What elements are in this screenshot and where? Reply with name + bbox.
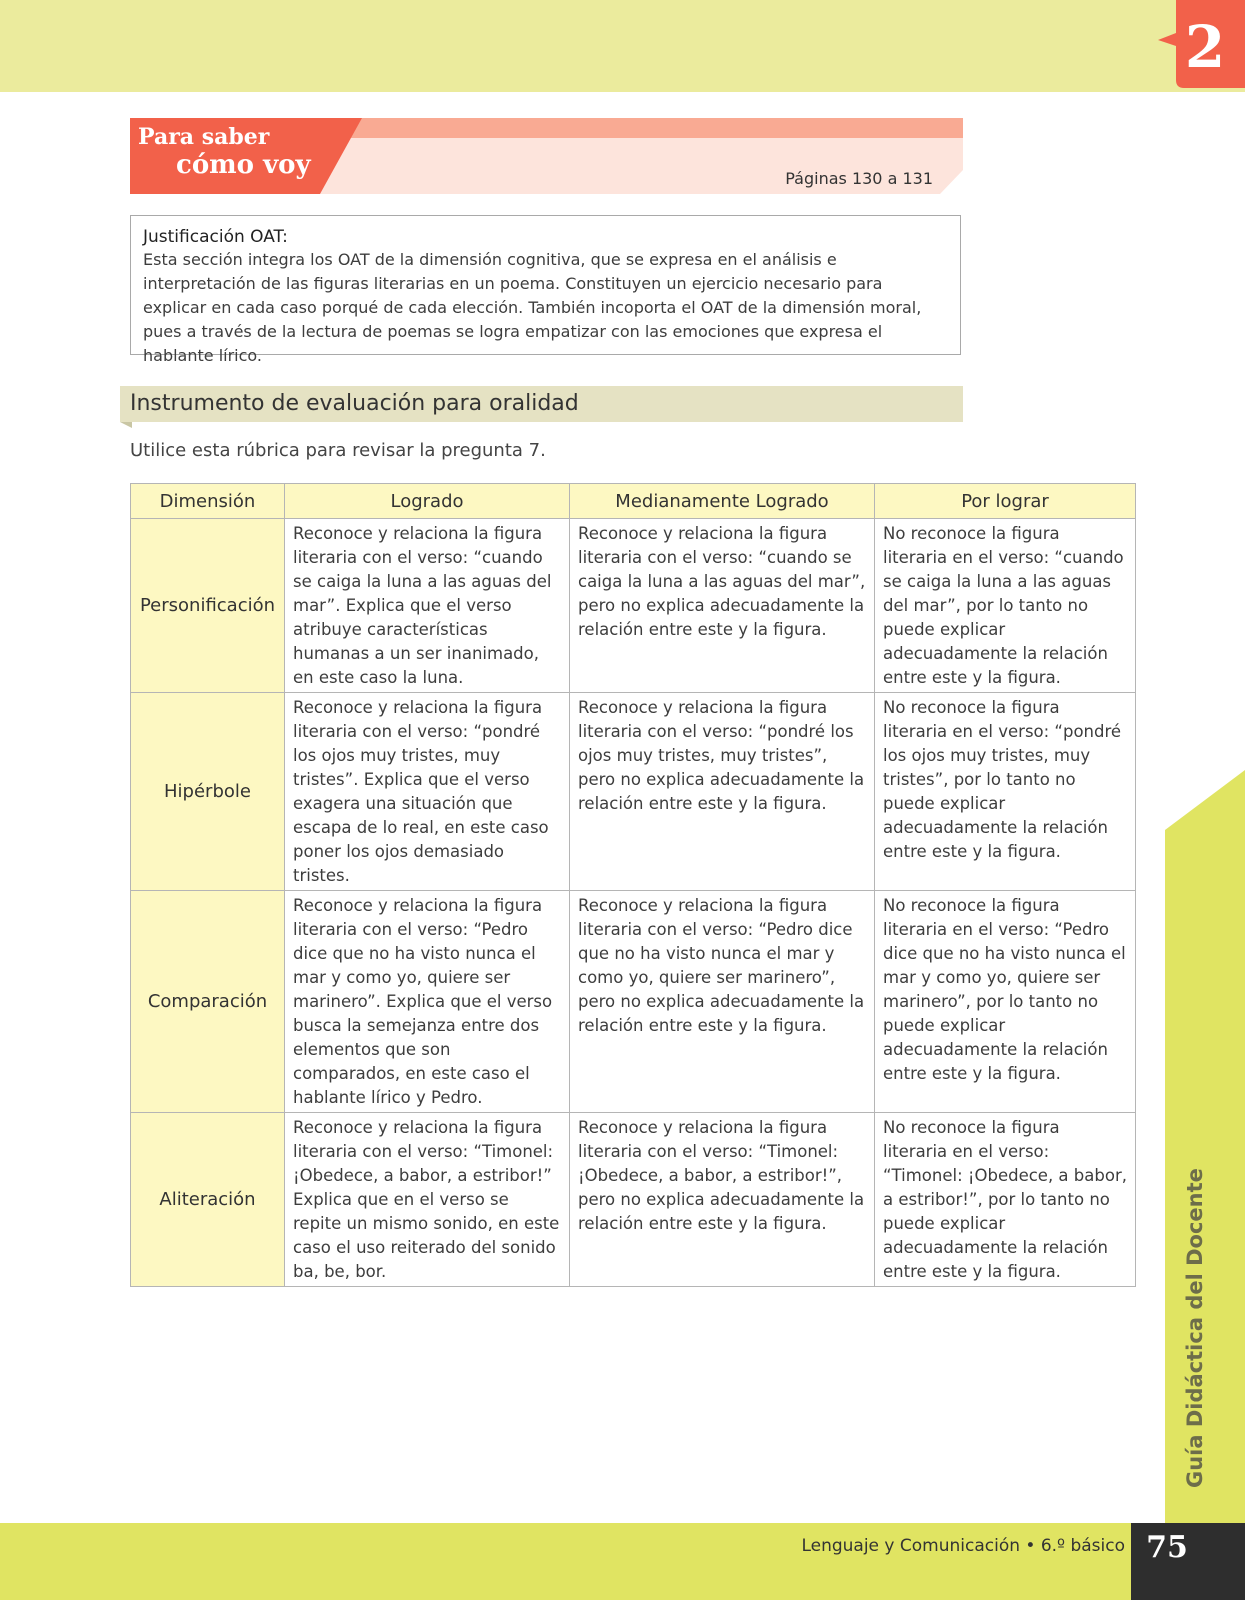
dimension-cell: Comparación (131, 891, 285, 1113)
header-por-lograr: Por lograr (875, 484, 1136, 519)
logrado-cell: Reconoce y relaciona la figura literaria con el verso: “Pedro dice que no ha visto nunca el mar y como yo, quiere ser marinero”. Explica que el verso busca la semejanza entre dos elementos que son comparados, en este caso el hablante lírico y Pedro. (285, 891, 570, 1113)
oat-body: Esta sección integra los OAT de la dimensión cognitiva, que se expresa en el análisis e interpretación de las figuras literarias en un poema. Constituyen un ejercicio necesario para explicar en cada caso porqué de cada elección. También incoporta el OAT de la dimensión moral, pues a través de la lectura de poemas se logra empatizar con las emociones que expresa el hablante lírico. (143, 250, 922, 365)
header-logrado: Logrado (285, 484, 570, 519)
page-number: 75 (1146, 1530, 1188, 1565)
table-row (131, 519, 1136, 693)
dimension-cell: Aliteración (131, 1113, 285, 1287)
por-lograr-cell: No reconoce la figura literaria en el verso: “Pedro dice que no ha visto nunca el mar y como yo, quiere ser marinero”, por lo tanto no puede explicar adecuadamente la relación entre este y la figura. (875, 891, 1136, 1113)
instrument-heading-text: Instrumento de evaluación para oralidad (130, 391, 579, 416)
footer-subject: Lenguaje y Comunicación • 6.º básico (801, 1536, 1125, 1556)
logrado-cell: Reconoce y relaciona la figura literaria con el verso: “pondré los ojos muy tristes, muy tristes”. Explica que el verso exagera una situación que escapa de lo real, en este caso poner los ojos demasiado tristes. (285, 693, 570, 891)
section-banner (130, 118, 963, 194)
oat-justification-box (130, 215, 961, 365)
dimension-cell: Personificación (131, 519, 285, 693)
por-lograr-cell: No reconoce la figura literaria en el verso: “pondré los ojos muy tristes, muy tristes”, por lo tanto no puede explicar adecuadamente la relación entre este y la figura. (875, 693, 1136, 891)
medianamente-cell: Reconoce y relaciona la figura literaria con el verso: “cuando se caiga la luna a las aguas del mar”, pero no explica adecuadamente la relación entre este y la figura. (570, 519, 875, 693)
rubric-header-row (131, 484, 1136, 519)
top-band (0, 0, 1245, 92)
chapter-number: 2 (1184, 13, 1226, 81)
por-lograr-cell: No reconoce la figura literaria en el verso: “Timonel: ¡Obedece, a babor, a estribor!”, por lo tanto no puede explicar adecuadamente la relación entre este y la figura. (875, 1113, 1136, 1287)
side-title: Guía Didáctica del Docente (1183, 1168, 1207, 1488)
por-lograr-cell: No reconoce la figura literaria en el verso: “cuando se caiga la luna a las aguas del mar”, por lo tanto no puede explicar adecuadamente la relación entre este y la figura. (875, 519, 1136, 693)
header-medianamente: Medianamente Logrado (570, 484, 875, 519)
section-pages: Páginas 130 a 131 (785, 169, 933, 188)
section-title-line1: Para saber (138, 124, 270, 150)
section-title-line2: cómo voy (176, 150, 311, 180)
medianamente-cell: Reconoce y relaciona la figura literaria con el verso: “Pedro dice que no ha visto nunca el mar y como yo, quiere ser marinero”, pero no explica adecuadamente la relación entre este y la figura. (570, 891, 875, 1113)
oat-title: Justificación OAT: (143, 227, 288, 247)
logrado-cell: Reconoce y relaciona la figura literaria con el verso: “Timonel: ¡Obedece, a babor, a estribor!” Explica que en el verso se repite un mismo sonido, en este caso el uso reiterado del sonido ba, be, bor. (285, 1113, 570, 1287)
heading-corner-fold (120, 422, 132, 430)
header-dimension: Dimensión (131, 484, 285, 519)
dimension-cell: Hipérbole (131, 693, 285, 891)
logrado-cell: Reconoce y relaciona la figura literaria con el verso: “cuando se caiga la luna a las aguas del mar”. Explica que el verso atribuye características humanas a un ser inanimado, en este caso la luna. (285, 519, 570, 693)
table-row (131, 891, 1136, 1113)
instrument-intro: Utilice esta rúbrica para revisar la pregunta 7. (130, 440, 546, 461)
rubric-table (130, 483, 1136, 1287)
table-row (131, 1113, 1136, 1287)
medianamente-cell: Reconoce y relaciona la figura literaria con el verso: “pondré los ojos muy tristes, muy tristes”, pero no explica adecuadamente la relación entre este y la figura. (570, 693, 875, 891)
bottom-band (0, 1523, 1245, 1600)
medianamente-cell: Reconoce y relaciona la figura literaria con el verso: “Timonel: ¡Obedece, a babor, a estribor!”, pero no explica adecuadamente la relación entre este y la figura. (570, 1113, 875, 1287)
instrument-heading (120, 386, 963, 422)
table-row (131, 693, 1136, 891)
